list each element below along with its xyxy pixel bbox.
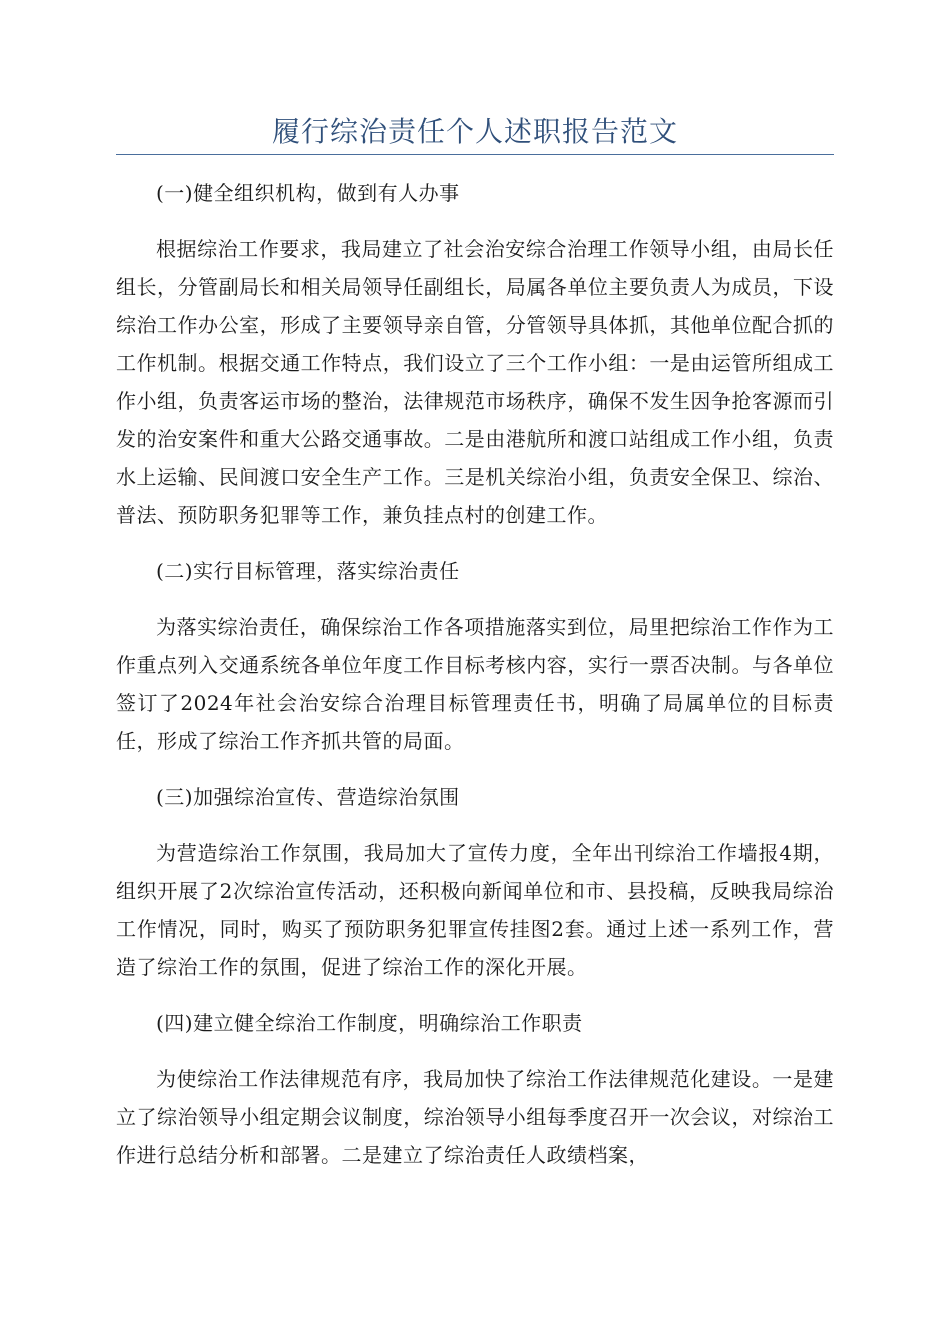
document-body bbox=[116, 174, 834, 1192]
section-paragraph-1: 根据综治工作要求，我局建立了社会治安综合治理工作领导小组，由局长任组长，分管副局长和相关局领导任副组长，局属各单位主要负责人为成员，下设综治工作办公室，形成了主要领导亲自管，分管领导具体抓，其他单位配合抓的工作机制。根据交通工作特点，我们设立了三个工作小组：一是由运管所组成工作小组，负责客运市场的整治，法律规范市场秩序，确保不发生因争抢客源而引发的治安案件和重大公路交通事故。二是由港航所和渡口站组成工作小组，负责水上运输、民间渡口安全生产工作。三是机关综治小组，负责安全保卫、综治、普法、预防职务犯罪等工作，兼负挂点村的创建工作。 bbox=[116, 237, 834, 527]
section-paragraph-3: 为营造综治工作氛围，我局加大了宣传力度，全年出刊综治工作墙报4期，组织开展了2次综治宣传活动，还积极向新闻单位和市、县投稿，反映我局综治工作情况，同时，购买了预防职务犯罪宣传挂图2套。通过上述一系列工作，营造了综治工作的氛围，促进了综治工作的深化开展。 bbox=[116, 841, 834, 979]
document-title: 履行综治责任个人述职报告范文 bbox=[271, 115, 678, 148]
section-heading-4: (四)建立健全综治工作制度，明确综治工作职责 bbox=[156, 1011, 583, 1035]
title-underline bbox=[116, 154, 834, 155]
section-paragraph-2: 为落实综治责任，确保综治工作各项措施落实到位，局里把综治工作作为工作重点列入交通系统各单位年度工作目标考核内容，实行一票否决制。与各单位签订了2024年社会治安综合治理目标管理责任书，明确了局属单位的目标责任，形成了综治工作齐抓共管的局面。 bbox=[116, 615, 834, 753]
section-heading-3: (三)加强综治宣传、营造综治氛围 bbox=[156, 785, 460, 809]
section-paragraph-4: 为使综治工作法律规范有序，我局加快了综治工作法律规范化建设。一是建立了综治领导小组定期会议制度，综治领导小组每季度召开一次会议，对综治工作进行总结分析和部署。二是建立了综治责任人政绩档案， bbox=[116, 1067, 834, 1167]
section-heading-1: (一)健全组织机构，做到有人办事 bbox=[156, 181, 460, 205]
section-heading-2: (二)实行目标管理，落实综治责任 bbox=[156, 559, 460, 583]
